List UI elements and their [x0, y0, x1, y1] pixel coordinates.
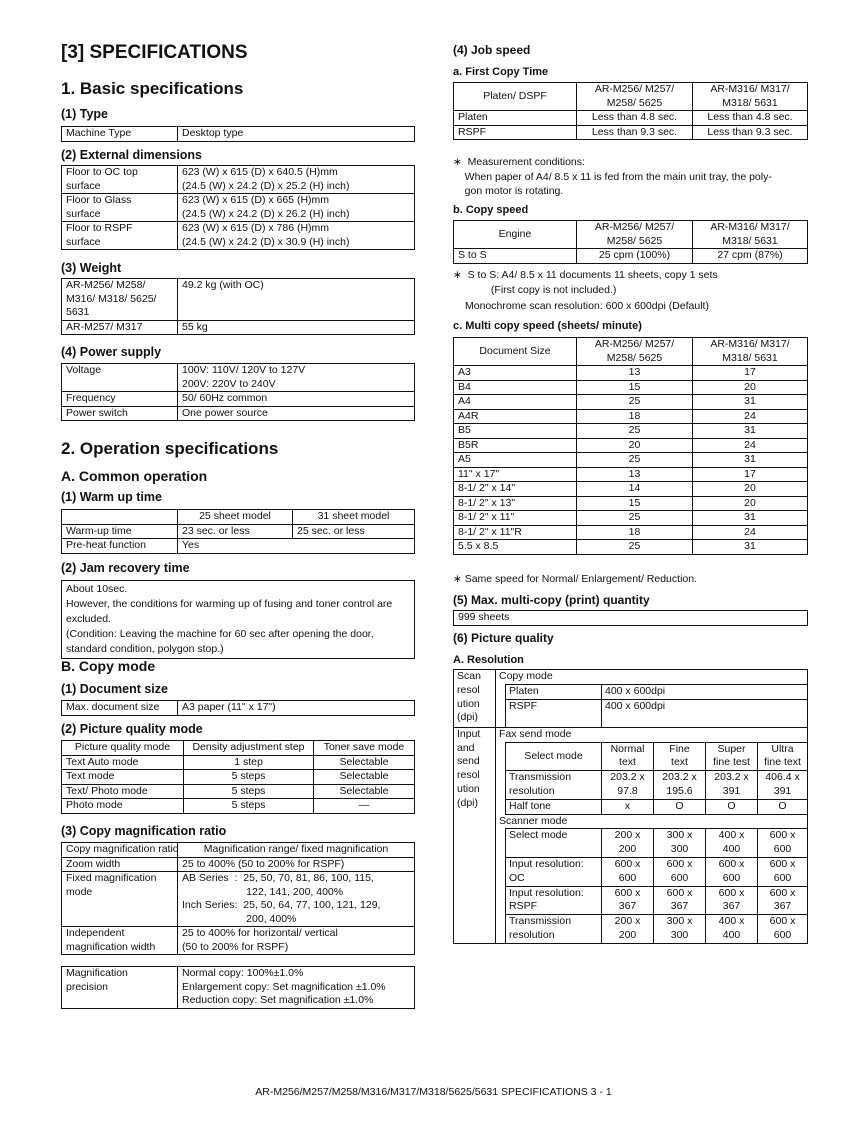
table-cell: Pre-heat function	[62, 539, 178, 554]
table-cell: Normal copy: 100%±1.0% Enlargement copy: Set magnification ±1.0% Reduction copy: Set magnification ±1.0%	[178, 967, 415, 1009]
table-cell: 25	[577, 453, 693, 468]
table-row	[454, 742, 808, 771]
jam-line: (Condition: Leaving the machine for 60 sec after opening the door, standard condition, polygon stop.)	[66, 628, 374, 655]
table-row	[454, 915, 808, 944]
table-cell	[496, 829, 506, 858]
scan-resolution-note: Monochrome scan resolution: 600 x 600dpi (Default)	[465, 300, 709, 312]
table-cell: Less than 9.3 sec.	[693, 125, 808, 140]
table-cell: 23 sec. or less	[178, 524, 293, 539]
table-cell: Picture quality mode	[62, 741, 184, 756]
table-row	[62, 524, 415, 539]
table-cell: Floor to RSPF surface	[62, 222, 178, 250]
table-cell: Normal text	[602, 742, 654, 771]
table-row	[454, 771, 808, 800]
heading-common-operation: A. Common operation	[61, 468, 208, 484]
table-cell: 25	[577, 424, 693, 439]
table-cell: 20	[577, 438, 693, 453]
table-row	[62, 320, 415, 335]
table-row	[62, 127, 415, 142]
table-cell: AR-M316/ M317/ M318/ 5631	[693, 338, 808, 366]
table-cell: 13	[577, 366, 693, 381]
table-cell: 623 (W) x 615 (D) x 786 (H)mm (24.5 (W) x 24.2 (D) x 30.9 (H) inch)	[178, 222, 415, 250]
table-cell: 50/ 60Hz common	[178, 392, 415, 407]
table-cell: AR-M256/ M257/ M258/ 5625	[577, 338, 693, 366]
table-header-row	[62, 843, 415, 858]
table-cell: Magnification precision	[62, 967, 178, 1009]
warmup-table	[61, 509, 415, 554]
table-cell: O	[706, 799, 758, 814]
table-row	[62, 166, 415, 194]
table-row	[62, 857, 415, 872]
table-cell	[496, 886, 506, 915]
heading-power: (4) Power supply	[61, 345, 162, 359]
rspf-value: 400 x 600dpi	[602, 699, 808, 713]
document-size-table	[61, 700, 415, 716]
copy-speed-table	[453, 220, 808, 264]
table-cell	[496, 699, 506, 713]
heading-job-speed: (4) Job speed	[453, 43, 531, 57]
page-footer: AR-M256/M257/M258/M316/M317/M318/5625/5631 SPECIFICATIONS 3 - 1	[255, 1086, 612, 1098]
table-header-row	[454, 221, 808, 249]
table-cell: 31 sheet model	[293, 510, 415, 525]
table-row	[454, 699, 808, 713]
table-cell: 31	[693, 395, 808, 410]
multi-copy-table	[453, 337, 808, 555]
table-cell: 25 sec. or less	[293, 524, 415, 539]
table-cell	[62, 510, 178, 525]
table-cell: 27 cpm (87%)	[693, 249, 808, 264]
heading-multi-copy-speed: c. Multi copy speed (sheets/ minute)	[453, 320, 642, 332]
table-cell: Document Size	[454, 338, 577, 366]
table-cell: 300 x 300	[654, 829, 706, 858]
table-cell: Select mode	[506, 829, 602, 858]
table-cell: 400 x 400	[706, 915, 758, 944]
table-cell: Platen/ DSPF	[454, 83, 577, 111]
table-row	[62, 770, 415, 785]
table-cell: O	[758, 799, 808, 814]
table-cell: AR-M256/ M257/ M258/ 5625	[577, 83, 693, 111]
table-cell: 8-1/ 2" x 14"	[454, 482, 577, 497]
table-cell: Text mode	[62, 770, 184, 785]
table-cell: 25	[577, 511, 693, 526]
table-cell	[496, 858, 506, 887]
table-cell: 8-1/ 2" x 11"	[454, 511, 577, 526]
table-cell: 55 kg	[178, 320, 415, 335]
table-cell: AR-M316/ M317/ M318/ 5631	[693, 221, 808, 249]
heading-jam: (2) Jam recovery time	[61, 561, 190, 575]
table-cell: A3 paper (11" x 17")	[178, 701, 415, 716]
table-cell: 600 x 600	[758, 858, 808, 887]
table-cell: 623 (W) x 615 (D) x 640.5 (H)mm (24.5 (W) x 24.2 (D) x 25.2 (H) inch)	[178, 166, 415, 194]
table-row	[62, 392, 415, 407]
table-cell: Desktop type	[178, 127, 415, 142]
table-cell: O	[654, 799, 706, 814]
table-cell: 20	[693, 380, 808, 395]
magnification-table	[61, 842, 415, 955]
table-cell: Input resolution: RSPF	[506, 886, 602, 915]
table-cell: B5R	[454, 438, 577, 453]
table-cell: 5 steps	[184, 770, 314, 785]
table-cell: Warm-up time	[62, 524, 178, 539]
heading-warmup: (1) Warm up time	[61, 490, 162, 504]
table-cell: 31	[693, 511, 808, 526]
table-cell: 18	[577, 409, 693, 424]
table-cell: Frequency	[62, 392, 178, 407]
jam-line: However, the conditions for warming up of fusing and toner control are excluded.	[66, 598, 393, 625]
magnification-precision-table	[61, 966, 415, 1009]
heading-first-copy-time: a. First Copy Time	[453, 66, 549, 78]
table-row	[62, 222, 415, 250]
table-cell: 203.2 x 97.8	[602, 771, 654, 800]
table-cell: x	[602, 799, 654, 814]
table-row	[454, 438, 808, 453]
table-row	[454, 409, 808, 424]
scan-resolution-label: Scan resol ution (dpi)	[454, 670, 496, 728]
table-cell: 13	[577, 467, 693, 482]
dimensions-table	[61, 165, 415, 250]
table-cell	[496, 713, 506, 727]
table-cell: 24	[693, 409, 808, 424]
table-cell: Voltage	[62, 364, 178, 392]
table-row	[454, 829, 808, 858]
table-cell: 5.5 x 8.5	[454, 540, 577, 555]
table-cell: Super fine test	[706, 742, 758, 771]
table-header-row	[454, 338, 808, 366]
heading-dimensions: (2) External dimensions	[61, 148, 203, 162]
table-row	[62, 872, 415, 927]
table-cell: A5	[454, 453, 577, 468]
table-cell: 999 sheets	[454, 611, 808, 626]
table-row	[62, 539, 415, 554]
table-cell: 300 x 300	[654, 915, 706, 944]
table-cell: Selectable	[314, 784, 415, 799]
table-cell: 8-1/ 2" x 13"	[454, 496, 577, 511]
table-cell: 15	[577, 496, 693, 511]
table-cell: 5 steps	[184, 784, 314, 799]
table-row	[454, 125, 808, 140]
table-cell: Machine Type	[62, 127, 178, 142]
table-row	[454, 496, 808, 511]
table-cell: Engine	[454, 221, 577, 249]
table-cell: 400 x 400	[706, 829, 758, 858]
table-cell: Yes	[178, 539, 415, 554]
table-cell: 25 to 400% (50 to 200% for RSPF)	[178, 857, 415, 872]
rspf-label: RSPF	[506, 699, 602, 713]
table-cell: S to S	[454, 249, 577, 264]
type-table	[61, 126, 415, 142]
table-row	[454, 249, 808, 264]
table-cell: 25 to 400% for horizontal/ vertical (50 to 200% for RSPF)	[178, 927, 415, 955]
table-cell: B4	[454, 380, 577, 395]
table-cell: Text/ Photo mode	[62, 784, 184, 799]
table-cell	[496, 684, 506, 699]
table-row	[62, 755, 415, 770]
max-copy-table	[453, 610, 808, 626]
table-cell: B5	[454, 424, 577, 439]
heading-copy-speed: b. Copy speed	[453, 204, 529, 216]
table-cell: 20	[693, 482, 808, 497]
table-cell: 20	[693, 496, 808, 511]
table-cell: 200 x 200	[602, 829, 654, 858]
weight-table	[61, 278, 415, 335]
table-row	[454, 727, 808, 742]
table-cell: 24	[693, 438, 808, 453]
table-cell: One power source	[178, 406, 415, 421]
table-cell: 203.2 x 391	[706, 771, 758, 800]
table-cell: Text Auto mode	[62, 755, 184, 770]
table-cell: Power switch	[62, 406, 178, 421]
table-cell: Half tone	[506, 799, 602, 814]
jam-line: About 10sec.	[66, 583, 128, 595]
table-cell: —	[314, 799, 415, 814]
picture-quality-table	[61, 740, 415, 814]
table-cell: 200 x 200	[602, 915, 654, 944]
table-row	[454, 467, 808, 482]
table-cell: Fixed magnification mode	[62, 872, 178, 927]
table-cell: Transmission resolution	[506, 771, 602, 800]
table-row	[62, 927, 415, 955]
heading-picture-quality-mode: (2) Picture quality mode	[61, 722, 203, 736]
table-cell: 600 x 367	[602, 886, 654, 915]
table-row	[454, 111, 808, 126]
table-cell: 600 x 367	[758, 886, 808, 915]
table-cell: Photo mode	[62, 799, 184, 814]
table-cell: 100V: 110V/ 120V to 127V 200V: 220V to 240V	[178, 364, 415, 392]
table-cell: AB Series : 25, 50, 70, 81, 86, 100, 115, 122, 141, 200, 400% Inch Series: 25, 50, 64, 77, 100, 121, 129, 200, 400%	[178, 872, 415, 927]
power-table	[61, 363, 415, 421]
table-cell	[602, 713, 808, 727]
table-cell: RSPF	[454, 125, 577, 140]
table-cell: 25 cpm (100%)	[577, 249, 693, 264]
table-cell: 25 sheet model	[178, 510, 293, 525]
section-basic-specs: 1. Basic specifications	[61, 79, 244, 98]
heading-copy-mode: B. Copy mode	[61, 658, 156, 674]
table-cell: Density adjustment step	[184, 741, 314, 756]
table-cell: Less than 4.8 sec.	[693, 111, 808, 126]
table-cell	[506, 713, 602, 727]
table-row	[62, 967, 415, 1009]
table-cell: Select mode	[506, 742, 602, 771]
table-row	[62, 364, 415, 392]
table-cell: 17	[693, 366, 808, 381]
table-row	[454, 453, 808, 468]
table-header-row	[454, 83, 808, 111]
table-cell: Platen	[454, 111, 577, 126]
table-cell: Selectable	[314, 770, 415, 785]
table-cell: 600 x 600	[706, 858, 758, 887]
table-row	[454, 886, 808, 915]
heading-document-size: (1) Document size	[61, 682, 168, 696]
table-cell	[496, 799, 506, 814]
table-cell: Toner save mode	[314, 741, 415, 756]
table-cell: 600 x 367	[706, 886, 758, 915]
table-cell: Floor to Glass surface	[62, 194, 178, 222]
table-cell: Transmission resolution	[506, 915, 602, 944]
table-cell: AR-M257/ M317	[62, 320, 178, 335]
heading-picture-quality: (6) Picture quality	[453, 631, 554, 645]
table-cell: 17	[693, 467, 808, 482]
table-cell: Less than 9.3 sec.	[577, 125, 693, 140]
table-cell: 18	[577, 525, 693, 540]
table-cell: A3	[454, 366, 577, 381]
table-row	[454, 366, 808, 381]
table-cell: Selectable	[314, 755, 415, 770]
heading-resolution: A. Resolution	[453, 654, 524, 666]
table-cell: 31	[693, 453, 808, 468]
table-cell: 623 (W) x 615 (D) x 665 (H)mm (24.5 (W) x 24.2 (D) x 26.2 (H) inch)	[178, 194, 415, 222]
platen-value: 400 x 600dpi	[602, 684, 808, 699]
table-cell: 49.2 kg (with OC)	[178, 279, 415, 321]
heading-max-multi-copy: (5) Max. multi-copy (print) quantity	[453, 593, 650, 607]
multi-copy-note: ∗ Same speed for Normal/ Enlargement/ Reduction.	[453, 573, 697, 585]
table-cell: A4	[454, 395, 577, 410]
jam-recovery-box	[61, 580, 415, 659]
table-row	[454, 858, 808, 887]
table-row	[454, 395, 808, 410]
table-cell: Ultra fine text	[758, 742, 808, 771]
table-cell: 600 x 600	[602, 858, 654, 887]
table-header-row	[62, 510, 415, 525]
table-cell: Magnification range/ fixed magnification	[178, 843, 415, 858]
table-cell: 600 x 600	[758, 829, 808, 858]
table-cell: 8-1/ 2" x 11"R	[454, 525, 577, 540]
table-cell: Independent magnification width	[62, 927, 178, 955]
table-cell: 1 step	[184, 755, 314, 770]
table-cell: 25	[577, 395, 693, 410]
first-copy-table	[453, 82, 808, 140]
table-row	[62, 784, 415, 799]
table-cell: 600 x 600	[758, 915, 808, 944]
table-cell: 14	[577, 482, 693, 497]
platen-label: Platen	[506, 684, 602, 699]
table-cell: 203.2 x 195.6	[654, 771, 706, 800]
table-row	[454, 684, 808, 699]
table-row	[62, 279, 415, 321]
table-row	[454, 713, 808, 727]
table-cell: AR-M256/ M257/ M258/ 5625	[577, 221, 693, 249]
scanner-mode-label: Scanner mode	[499, 814, 568, 827]
first-copy-note: ∗ Measurement conditions: When paper of A4/ 8.5 x 11 is fed from the main unit tray, the poly- gon motor is rotating.	[453, 156, 772, 197]
table-row	[454, 482, 808, 497]
table-cell: 15	[577, 380, 693, 395]
table-row	[62, 799, 415, 814]
table-row	[454, 525, 808, 540]
table-header-row	[62, 741, 415, 756]
table-cell: 600 x 367	[654, 886, 706, 915]
heading-weight: (3) Weight	[61, 261, 122, 275]
copy-speed-note: ∗ S to S: A4/ 8.5 x 11 documents 11 sheets, copy 1 sets (First copy is not included.)	[453, 269, 718, 296]
table-row	[454, 814, 808, 829]
table-row	[62, 701, 415, 716]
section-operation-specs: 2. Operation specifications	[61, 439, 279, 458]
table-cell: 600 x 600	[654, 858, 706, 887]
table-row	[454, 511, 808, 526]
fax-send-mode-label: Fax send mode	[496, 727, 808, 742]
table-cell: 11" x 17"	[454, 467, 577, 482]
table-cell	[496, 771, 506, 800]
page-title: [3] SPECIFICATIONS	[61, 42, 248, 63]
copy-mode-label: Copy mode	[499, 670, 553, 682]
table-row	[454, 424, 808, 439]
table-row	[62, 194, 415, 222]
table-row	[62, 406, 415, 421]
table-cell: Input resolution: OC	[506, 858, 602, 887]
resolution-table	[453, 669, 808, 944]
table-cell: Zoom width	[62, 857, 178, 872]
table-row	[454, 670, 808, 685]
table-cell: Fine text	[654, 742, 706, 771]
table-row	[454, 611, 808, 626]
table-cell: 31	[693, 424, 808, 439]
heading-type: (1) Type	[61, 107, 108, 121]
table-row	[454, 540, 808, 555]
table-cell: 25	[577, 540, 693, 555]
table-cell: Less than 4.8 sec.	[577, 111, 693, 126]
table-cell: 5 steps	[184, 799, 314, 814]
input-send-label: Input and send resol ution (dpi)	[454, 727, 496, 943]
table-cell: 24	[693, 525, 808, 540]
table-row	[454, 380, 808, 395]
table-cell: Copy magnification ratio	[62, 843, 178, 858]
table-cell: AR-M256/ M258/ M316/ M318/ 5625/ 5631	[62, 279, 178, 321]
table-cell: AR-M316/ M317/ M318/ 5631	[693, 83, 808, 111]
table-cell: 406.4 x 391	[758, 771, 808, 800]
table-cell	[496, 742, 506, 771]
table-cell: Floor to OC top surface	[62, 166, 178, 194]
table-cell: 31	[693, 540, 808, 555]
table-cell	[496, 915, 506, 944]
table-cell: A4R	[454, 409, 577, 424]
table-cell: Max. document size	[62, 701, 178, 716]
table-row	[454, 799, 808, 814]
heading-magnification: (3) Copy magnification ratio	[61, 824, 227, 838]
